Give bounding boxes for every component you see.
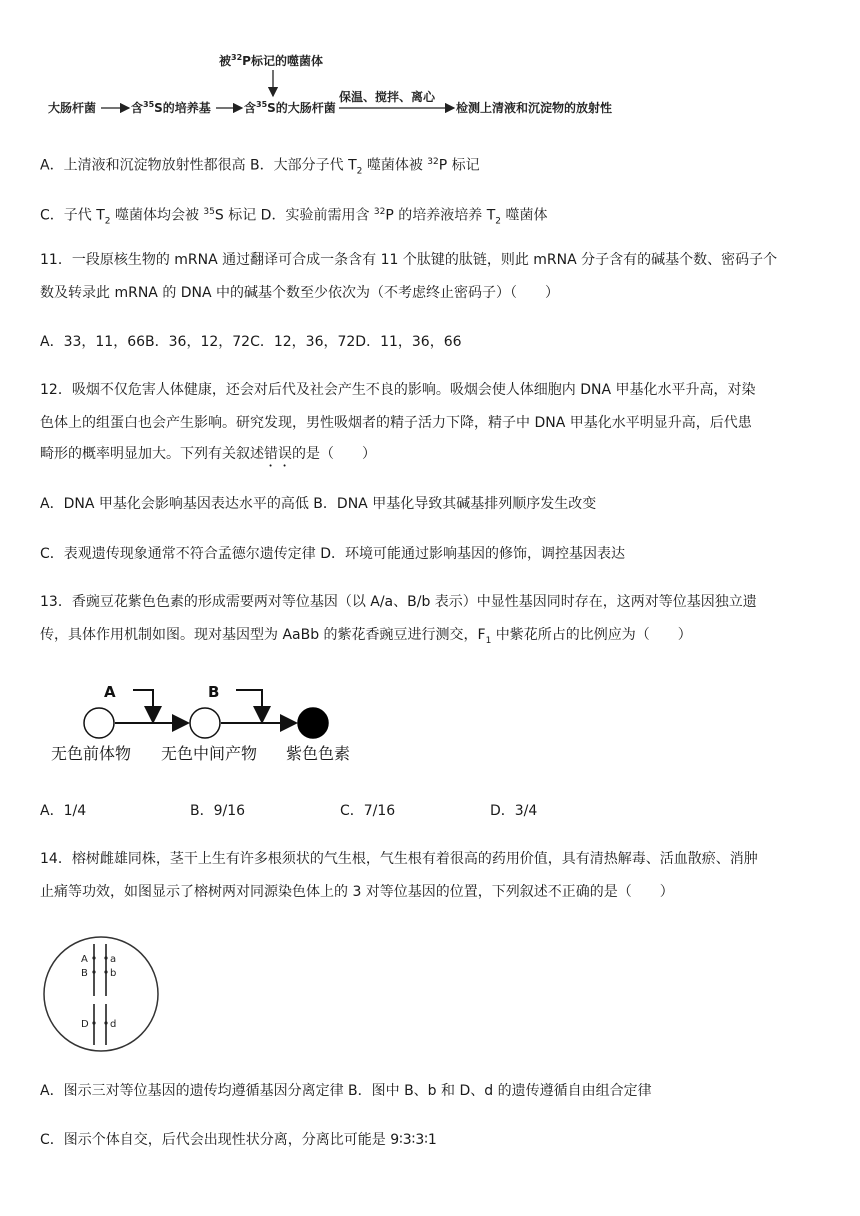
q13-option-a: A．1/4 [40, 803, 87, 819]
q11-stem-line-1: 11．一段原核生物的 mRNA 通过翻译可合成一条含有 11 个肽键的肽链，则此 mRNA 分子含有的碱基个数、密码子个 [40, 252, 778, 268]
cell-outline [44, 937, 158, 1051]
intermediate-label: 无色中间产物 [161, 744, 258, 763]
q11-options: A．33，11，66B．36，12，72C．12，36，72D．11，36，66 [40, 334, 462, 350]
pigment-circle [298, 708, 328, 738]
gene-locus-D [92, 1021, 95, 1024]
flow-step-2: 含$^{35}$S的培养基 [131, 100, 211, 115]
q14-option-c: C．图示个体自交，后代会出现性状分离，分离比可能是 9∶3∶3∶1 [40, 1132, 437, 1148]
q14-stem-line-1: 14．榕树雌雄同株，茎干上生有许多根须状的气生根，气生根有着很高的药用价值，具有清热解毒、活血散瘀、消肿 [40, 851, 758, 867]
q12-stem-line-2: 色体上的组蛋白也会产生影响。研究发现，男性吸烟者的精子活力下降，精子中 DNA 甲基化水平明显升高，后代患 [40, 415, 752, 431]
q12-stem-line-1: 12．吸烟不仅危害人体健康，还会对后代及社会产生不良的影响。吸烟会使人体细胞内 DNA 甲基化水平升高，对染 [40, 382, 756, 398]
chromosome-cell-diagram [30, 924, 230, 1074]
gene-label-a: a [110, 954, 117, 965]
q14-stem-line-2: 止痛等功效，如图显示了榕树两对同源染色体上的 3 对等位基因的位置，下列叙述不正确的是（ ） [40, 884, 674, 900]
q13-option-d: D．3/4 [490, 803, 538, 819]
gene-locus-A [92, 956, 95, 959]
gene-label-D: D [81, 1019, 89, 1030]
gene-locus-B [92, 970, 95, 973]
gene-locus-d [104, 1021, 107, 1024]
q10-options-cd: C．子代 $T_2$ 噬菌体均会被 $^{35}$S 标记 D．实验前需用含 $^{32}$P 的培养液培养 $T_2$ 噬菌体 [40, 207, 548, 227]
q13-option-b: B．9/16 [190, 803, 246, 819]
flow-step-3: 含$^{35}$S的大肠杆菌 [244, 100, 336, 115]
pigment-label: 紫色色素 [286, 744, 351, 763]
gene-b-action-arrow [236, 690, 262, 722]
gene-locus-b [104, 970, 107, 973]
precursor-circle [84, 708, 114, 738]
gene-label-b: b [110, 968, 117, 979]
gene-a-action-arrow [133, 690, 153, 722]
pigment-pathway-diagram [0, 675, 860, 785]
precursor-label: 无色前体物 [51, 744, 132, 763]
gene-label-d: d [110, 1019, 117, 1030]
q12-options-cd: C．表观遗传现象通常不符合孟德尔遗传定律 D．环境可能通过影响基因的修饰，调控基因表达 [40, 546, 626, 562]
intermediate-circle [190, 708, 220, 738]
q11-stem-line-2: 数及转录此 mRNA 的 DNA 中的碱基个数至少依次为（不考虑终止密码子）（ ） [40, 285, 560, 301]
q13-option-c: C．7/16 [340, 803, 396, 819]
experiment-flow-diagram [0, 0, 860, 125]
q13-options [40, 801, 537, 821]
flow-top-label: 被$^{32}$P标记的噬菌体 [219, 53, 323, 68]
q12-options-ab: A．DNA 甲基化会影响基因表达水平的高低 B．DNA 甲基化导致其碱基排列顺序发生改变 [40, 496, 597, 512]
gene-label-B: B [81, 968, 88, 979]
gene-b-label: B [208, 683, 220, 701]
gene-label-A: A [81, 954, 88, 965]
flow-arrow-label: 保温、搅拌、离心 [339, 90, 436, 104]
q14-options-ab: A．图示三对等位基因的遗传均遵循基因分离定律 B．图中 B、b 和 D、d 的遗传遵循自由组合定律 [40, 1083, 652, 1099]
q10-options-ab: A．上清液和沉淀物放射性都很高 B．大部分子代 $T_2$ 噬菌体被 $^{32}$P 标记 [40, 157, 480, 177]
gene-a-label: A [104, 683, 116, 701]
flow-step-1: 大肠杆菌 [48, 101, 97, 115]
q12-stem-line-3: 畸形的概率明显加大。下列有关叙述错误的是（ ） [40, 446, 376, 462]
flow-step-4: 检测上清液和沉淀物的放射性 [456, 101, 613, 115]
q13-stem-line-2: 传，具体作用机制如图。现对基因型为 AaBb 的紫花香豌豆进行测交，$F_1$ 中紫花所占的比例应为（ ） [40, 627, 692, 646]
q13-stem-line-1: 13．香豌豆花紫色色素的形成需要两对等位基因（以 A/a、B/b 表示）中显性基因同时存在，这两对等位基因独立遗 [40, 594, 757, 610]
gene-locus-a [104, 956, 107, 959]
